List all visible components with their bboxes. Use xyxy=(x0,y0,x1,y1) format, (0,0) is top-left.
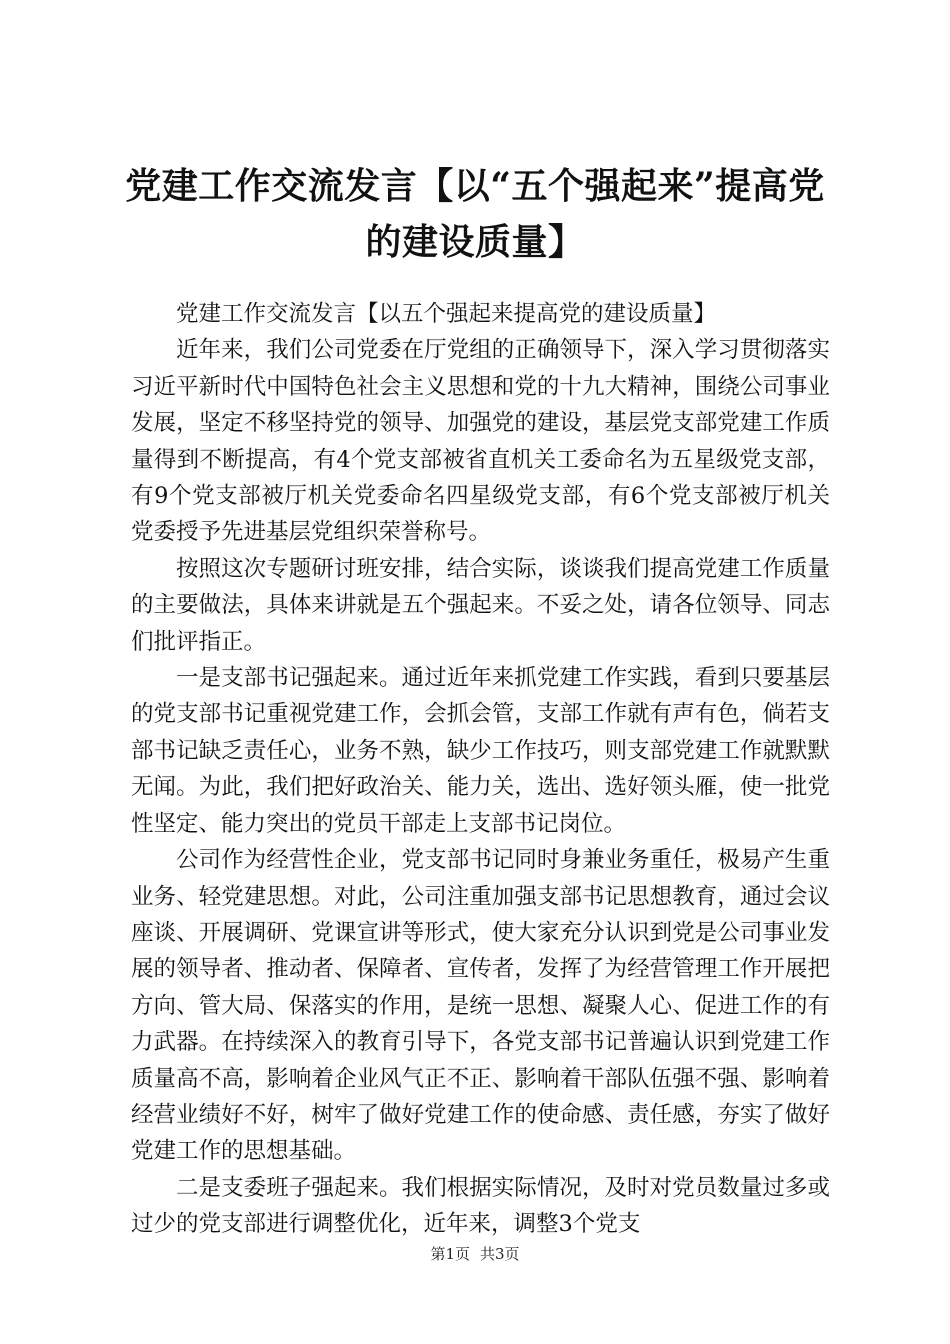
subtitle-paragraph: 党建工作交流发言【以五个强起来提高党的建设质量】 xyxy=(176,301,717,327)
body-paragraph: 公司作为经营性企业，党支部书记同时身兼业务重任，极易产生重业务、轻党建思想。对此，公司注重加强支部书记思想教育，通过会议座谈、开展调研、党课宣讲等形式，使大家充分认识到党是公司事业发展的领导者、推动者、保障者、宣传者，发挥了为经营管理工作开展把方向、管大局、保落实的作用，是统一思想、凝聚人心、促进工作的有力武器。在持续深入的教育引导下，各党支部书记普遍认识到党建工作质量高不高，影响着企业风气正不正、影响着干部队伍强不强、影响着经营业绩好不好，树牢了做好党建工作的使命感、责任感，夯实了做好党建工作的思想基础。 xyxy=(131,847,830,1165)
body-paragraph: 二是支委班子强起来。我们根据实际情况，及时对党员数量过多或过少的党支部进行调整优化，近年来，调整3个党支 xyxy=(131,1174,830,1238)
page-footer xyxy=(0,1244,950,1264)
document-body xyxy=(131,296,830,1243)
document-title: 党建工作交流发言【以“五个强起来”提高党的建设质量】 xyxy=(125,165,825,263)
body-paragraph: 一是支部书记强起来。通过近年来抓党建工作实践，看到只要基层的党支部书记重视党建工作，会抓会管，支部工作就有声有色，倘若支部书记缺乏责任心，业务不熟，缺少工作技巧，则支部党建工作就默默无闻。为此，我们把好政治关、能力关，选出、选好领头雁，使一批党性坚定、能力突出的党员干部走上支部书记岗位。 xyxy=(131,665,830,837)
page-total: 共3页 xyxy=(480,1245,520,1263)
body-paragraph: 近年来，我们公司党委在厅党组的正确领导下，深入学习贯彻落实习近平新时代中国特色社会主义思想和党的十九大精神，围绕公司事业发展，坚定不移坚持党的领导、加强党的建设，基层党支部党建工作质量得到不断提高，有4个党支部被省直机关工委命名为五星级党支部，有9个党支部被厅机关党委命名四星级党支部，有6个党支部被厅机关党委授予先进基层党组织荣誉称号。 xyxy=(131,337,830,546)
page-number: 第1页 xyxy=(430,1245,470,1263)
body-paragraph: 按照这次专题研讨班安排，结合实际，谈谈我们提高党建工作质量的主要做法，具体来讲就是五个强起来。不妥之处，请各位领导、同志们批评指正。 xyxy=(131,555,830,655)
